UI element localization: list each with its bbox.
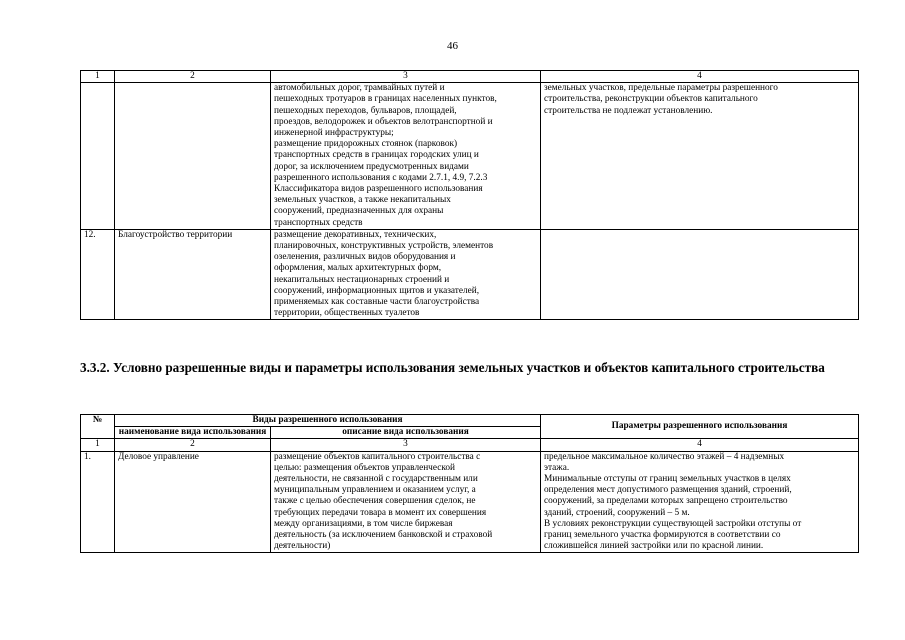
- text-line: зданий, строений, сооружений – 5 м.: [544, 507, 690, 518]
- col-index: 2: [115, 71, 271, 83]
- text-line: размещение придорожных стоянок (парковок): [274, 139, 458, 150]
- text-line: сложившейся линией застройки или по красной линии.: [544, 541, 764, 552]
- table-conditional-uses: [80, 414, 859, 553]
- table-index-row: [81, 71, 859, 83]
- sub-name-header: наименование вида использования: [115, 427, 271, 439]
- text-line: земельных участков, а также некапитальных: [274, 195, 451, 206]
- text-line: определения мест допустимого размещения зданий, строений,: [544, 485, 792, 496]
- use-name: Деловое управление: [115, 451, 271, 553]
- text-line: земельных участков, предельные параметры разрешенного: [544, 83, 778, 94]
- text-line: планировочных, конструктивных устройств, элементов: [274, 241, 494, 252]
- text-line: пешеходных переходов, бульваров, площадей,: [274, 105, 457, 116]
- text-line: проездов, велодорожек и объектов велотранспортной и: [274, 116, 493, 127]
- use-description: [271, 451, 541, 553]
- table-index-row: [81, 439, 859, 451]
- text-line: некапитальных нестационарных строений и: [274, 274, 450, 285]
- text-line: сооружений, за пределами которых запрещено строительство: [544, 496, 788, 507]
- row-number: [81, 83, 115, 230]
- text-line: инженерной инфраструктуры;: [274, 128, 394, 139]
- text-line: Классификатора видов разрешенного использования: [274, 184, 483, 195]
- row-number: 1.: [81, 451, 115, 553]
- text-line: размещение объектов капитального строительства с: [274, 451, 481, 462]
- text-line: транспортных средств в границах городских улиц и: [274, 150, 479, 161]
- col-index: 4: [541, 71, 859, 83]
- page-number: 46: [447, 40, 458, 52]
- text-line: разрешенного использования с кодами 2.7.1, 4.9, 7.2.3: [274, 172, 488, 183]
- col-number-header: №: [81, 415, 115, 439]
- table-row: [81, 229, 859, 320]
- params-header: Параметры разрешенного использования: [541, 415, 859, 439]
- col-index: 2: [115, 439, 271, 451]
- text-line: деятельности): [274, 541, 331, 552]
- col-index: 1: [81, 71, 115, 83]
- sub-desc-header: описание вида использования: [271, 427, 541, 439]
- text-line: муниципальным управлением и оказанием услуг, а: [274, 485, 476, 496]
- text-line: оформления, малых архитектурных форм,: [274, 263, 442, 274]
- text-line: озеленения, различных видов оборудования и: [274, 252, 456, 263]
- text-line: границ земельного участка формируются в соответствии со: [544, 530, 781, 541]
- use-name: Благоустройство территории: [115, 229, 271, 320]
- text-line: территории, общественных туалетов: [274, 308, 420, 319]
- text-line: размещение декоративных, технических,: [274, 229, 437, 240]
- table-row: [81, 83, 859, 230]
- text-line: этажа.: [544, 462, 570, 473]
- text-line: деятельности, не связанной с государственным или: [274, 474, 478, 485]
- use-parameters: [541, 229, 859, 320]
- text-line: строительства, реконструкции объектов капитального: [544, 94, 758, 105]
- text-line: деятельность (за исключением банковской и страховой: [274, 530, 493, 541]
- text-line: между организациями, в том числе биржевая: [274, 518, 453, 529]
- col-index: 3: [271, 71, 541, 83]
- text-line: автомобильных дорог, трамвайных путей и: [274, 83, 445, 94]
- text-line: В условиях реконструкции существующей застройки отступы от: [544, 518, 802, 529]
- use-description: [271, 229, 541, 320]
- row-number: 12.: [81, 229, 115, 320]
- text-line: предельное максимальное количество этажей – 4 надземных: [544, 451, 785, 462]
- table-continuation: [80, 70, 859, 320]
- text-line: дорог, за исключением предусмотренных видами: [274, 161, 469, 172]
- group-header: Виды разрешенного использования: [115, 415, 541, 427]
- use-name: [115, 83, 271, 230]
- text-line: целью: размещения объектов управленческой: [274, 462, 456, 473]
- text-line: сооружений, информационных щитов и указателей,: [274, 285, 480, 296]
- col-index: 4: [541, 439, 859, 451]
- text-line: сооружений, предназначенных для охраны: [274, 206, 444, 217]
- col-index: 3: [271, 439, 541, 451]
- text-line: строительства не подлежат установлению.: [544, 105, 713, 116]
- col-index: 1: [81, 439, 115, 451]
- use-parameters: [541, 83, 859, 230]
- text-line: пешеходных тротуаров в границах населенных пунктов,: [274, 94, 497, 105]
- text-line: транспортных средств: [274, 217, 363, 228]
- text-line: также с целью обеспечения совершения сделок, не: [274, 496, 476, 507]
- table-header-row: [81, 415, 859, 427]
- use-parameters: [541, 451, 859, 553]
- text-line: Минимальные отступы от границ земельных участков в целях: [544, 474, 791, 485]
- table-row: [81, 451, 859, 553]
- section-heading: 3.3.2. Условно разрешенные виды и параметры использования земельных участков и объектов капитального строительства: [80, 360, 825, 375]
- use-description: [271, 83, 541, 230]
- text-line: применяемых как составные части благоустройства: [274, 297, 480, 308]
- text-line: требующих передачи товара в момент их совершения: [274, 507, 487, 518]
